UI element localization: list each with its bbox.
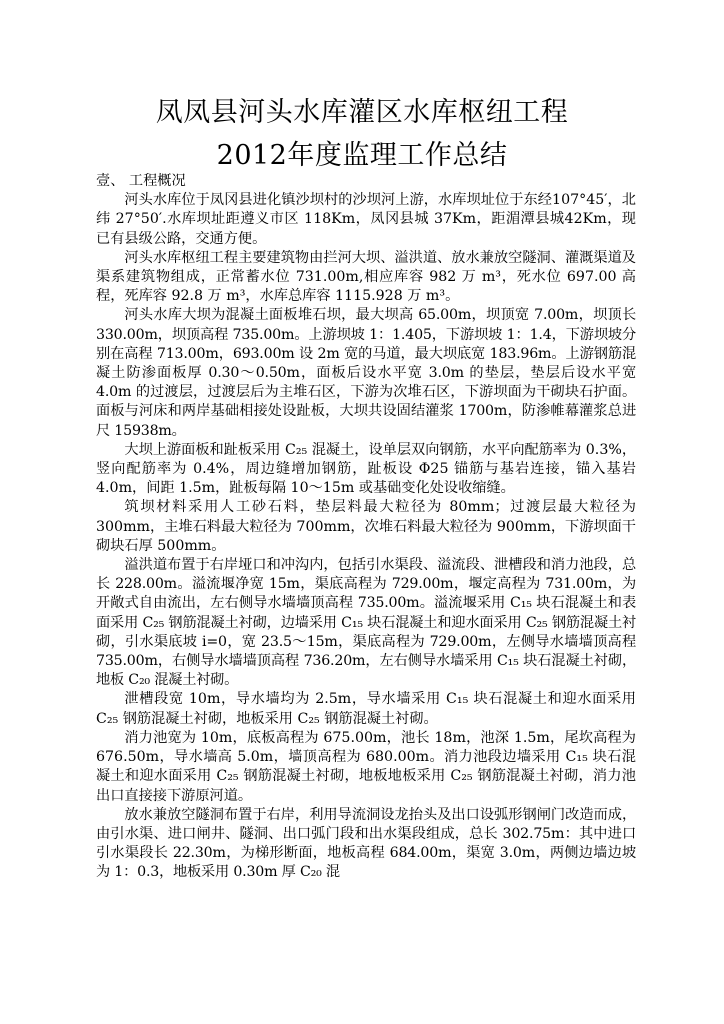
paragraph-face-slab: 大坝上游面板和趾板采用 C₂₅ 混凝土，设单层双向钢筋，水平向配筋率为 0.3%，竖向配筋率为 0.4%，周边缝增加钢筋，趾板设 Φ25 锚筋与基岩连接，锚入基岩 4.0m，间距 1.5m，趾板每隔 10～15m 或基础变化处设收缩缝。 [96, 441, 637, 497]
paragraph-stilling-basin: 消力池宽为 10m，底板高程为 675.00m，池长 18m，池深 1.5m，尾坎高程为 676.50m，导水墙高 5.0m，墙顶高程为 680.00m。消力池段边墙采用 C₁₅ 块石混凝土和迎水面采用 C₂₅ 钢筋混凝土衬砌，地板地板采用 C₂₅ 钢筋混凝土衬砌，消力池出口直接接下游原河道。 [96, 729, 636, 804]
document-title-line-2: 2012年度监理工作总结 [216, 140, 508, 171]
document-title-line-1: 凤凤县河头水库灌区水库枢纽工程 [155, 97, 569, 128]
paragraph-location: 河头水库位于凤冈县进化镇沙坝村的沙坝河上游，水库坝址位于东经107°45′，北纬 27°50′.水库坝址距遵义市区 118Km，凤冈县城 37Km，距湄潭县城42Km，现已有县级公路，交通方便。 [96, 192, 636, 247]
paragraph-chute: 泄槽段宽 10m，导水墙均为 2.5m，导水墙采用 C₁₅ 块石混凝土和迎水面采用 C₂₅ 钢筋混凝土衬砌，地板采用 C₂₅ 钢筋混凝土衬砌。 [96, 691, 636, 727]
paragraph-spillway: 溢洪道布置于右岸垭口和冲沟内，包括引水渠段、溢流段、泄槽段和消力池段，总长 228.00m。溢流堰净宽 15m，渠底高程为 729.00m，堰定高程为 731.00m，为开敞式自由流出，左右侧导水墙墙顶高程 735.00m。溢流堰采用 C₁₅ 块石混凝土和表面采用 C₂₅ 钢筋混凝土衬砌，边墙采用 C₁₅ 块石混凝土和迎水面采用 C₂₅ 钢筋混凝土衬砌，引水渠底坡 i=0，宽 23.5～15m，渠底高程为 729.00m，左侧导水墙墙顶高程 735.00m，右侧导水墙墙顶高程 736.20m，左右侧导水墙采用 C₁₅ 块石混凝土衬砌，地板 C₂₀ 混凝土衬砌。 [96, 557, 636, 689]
section-heading: 壹、 工程概况 [96, 173, 186, 189]
paragraph-project-composition: 河头水库枢纽工程主要建筑物由拦河大坝、溢洪道、放水兼放空隧洞、灌溉渠道及渠系建筑物组成，正常蓄水位 731.00m,相应库容 982 万 m³，死水位 697.00 高程，死库容 92.8 万 m³，水库总库容 1115.928 万 m³。 [96, 249, 636, 305]
paragraph-dam-description: 河头水库大坝为混凝土面板堆石坝，最大坝高 65.00m，坝顶宽 7.00m，坝顶长 330.00m，坝顶高程 735.00m。上游坝坡 1：1.405，下游坝坡 1：1.4，下游坝坡分别在高程 713.00m，693.00m 设 2m 宽的马道，最大坝底宽 183.96m。上游钢筋混凝土防渗面板厚 0.30～0.50m，面板后设水平宽 3.0m 的垫层，垫层后设水平宽 4.0m 的过渡层，过渡层后为主堆石区，下游为次堆石区，下游坝面为干砌块石护面。面板与河床和两岸基础相接处设趾板，大坝共设固结灌浆 1700m，防渗帷幕灌浆总进尺 15938m。 [96, 307, 636, 439]
paragraph-outlet-tunnel: 放水兼放空隧洞布置于右岸，利用导流洞设龙抬头及出口设弧形钢闸门改造而成，由引水渠、进口闸井、隧洞、出口弧门段和出水渠段组成，总长 302.75m：其中进口引水渠段长 22.30m，为梯形断面，地板高程 684.00m，渠宽 3.0m，两侧边墙边坡为 1：0.3，地板采用 0.30m 厚 C₂₀ 混 [96, 806, 636, 881]
paragraph-dam-materials: 筑坝材料采用人工砂石料，垫层料最大粒径为 80mm；过渡层最大粒径为 300mm，主堆石料最大粒径为 700mm，次堆石料最大粒径为 900mm，下游坝面干砌块石厚 500mm。 [96, 499, 636, 554]
document-body [96, 172, 636, 883]
